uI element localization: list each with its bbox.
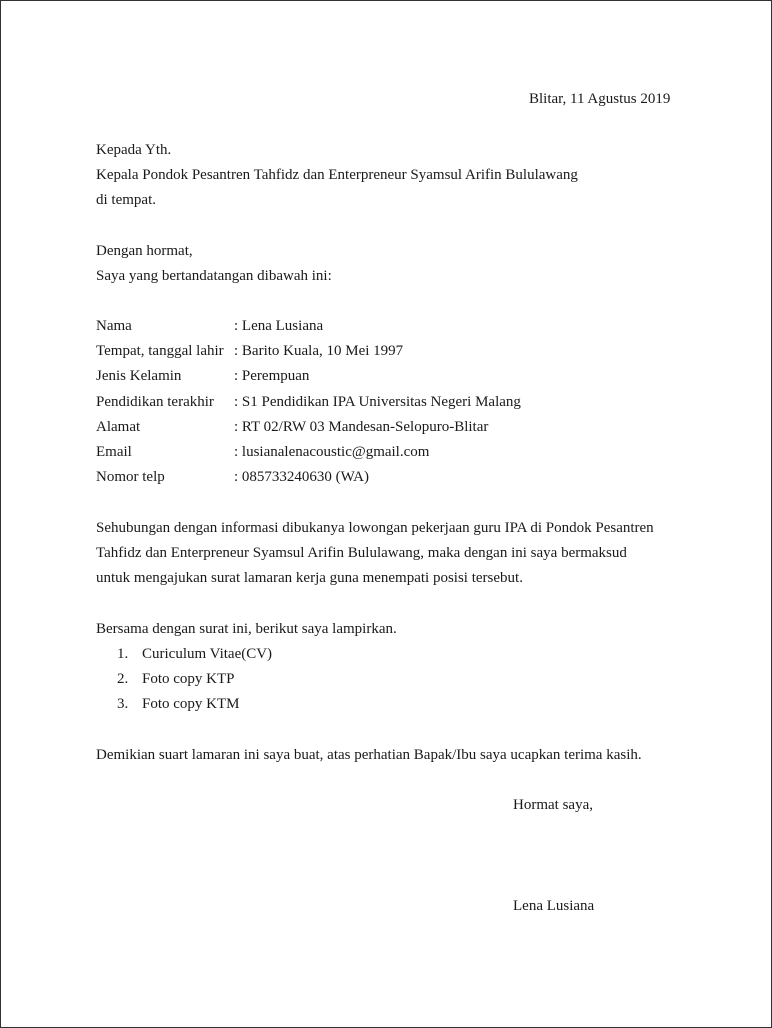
- identity-label: Nomor telp: [96, 469, 165, 485]
- closing-sentence: Demikian suart lamaran ini saya buat, atas perhatian Bapak/Ibu saya ucapkan terima kasih.: [96, 747, 642, 763]
- identity-label: Jenis Kelamin: [96, 368, 182, 384]
- identity-value: : Barito Kuala, 10 Mei 1997: [234, 343, 404, 359]
- valediction: Hormat saya,: [513, 797, 593, 813]
- identity-value: : Lena Lusiana: [234, 318, 324, 334]
- list-item-text: Foto copy KTM: [142, 696, 240, 712]
- list-item-number: 1.: [117, 646, 129, 662]
- identity-label: Email: [96, 444, 132, 460]
- identity-value: : lusianalenacoustic@gmail.com: [234, 444, 430, 460]
- identity-label: Nama: [96, 318, 132, 334]
- intro-line: Saya yang bertandatangan dibawah ini:: [96, 268, 332, 284]
- recipient-place: di tempat.: [96, 192, 156, 208]
- recipient-salutation: Kepada Yth.: [96, 142, 172, 158]
- list-item-text: Foto copy KTP: [142, 671, 235, 687]
- identity-value: : RT 02/RW 03 Mandesan-Selopuro-Blitar: [234, 419, 489, 435]
- signer-name: Lena Lusiana: [513, 898, 595, 914]
- paragraph-line: Tahfidz dan Enterpreneur Syamsul Arifin Bululawang, maka dengan ini saya bermaksud: [96, 545, 627, 561]
- date-line: Blitar, 11 Agustus 2019: [529, 91, 671, 107]
- list-item-number: 3.: [117, 696, 129, 712]
- list-item-text: Curiculum Vitae(CV): [142, 646, 273, 662]
- identity-value: : S1 Pendidikan IPA Universitas Negeri Malang: [234, 394, 521, 410]
- identity-label: Alamat: [96, 419, 141, 435]
- attachments-intro: Bersama dengan surat ini, berikut saya lampirkan.: [96, 621, 397, 637]
- greeting: Dengan hormat,: [96, 243, 193, 259]
- paragraph-line: Sehubungan dengan informasi dibukanya lowongan pekerjaan guru IPA di Pondok Pesantren: [96, 520, 654, 536]
- paragraph-line: untuk mengajukan surat lamaran kerja guna menempati posisi tersebut.: [96, 570, 523, 586]
- identity-value: : Perempuan: [234, 368, 310, 384]
- identity-value: : 085733240630 (WA): [234, 469, 369, 485]
- identity-label: Tempat, tanggal lahir: [96, 343, 224, 359]
- recipient-name: Kepala Pondok Pesantren Tahfidz dan Enterpreneur Syamsul Arifin Bululawang: [96, 167, 578, 183]
- identity-label: Pendidikan terakhir: [96, 394, 214, 410]
- list-item-number: 2.: [117, 671, 129, 687]
